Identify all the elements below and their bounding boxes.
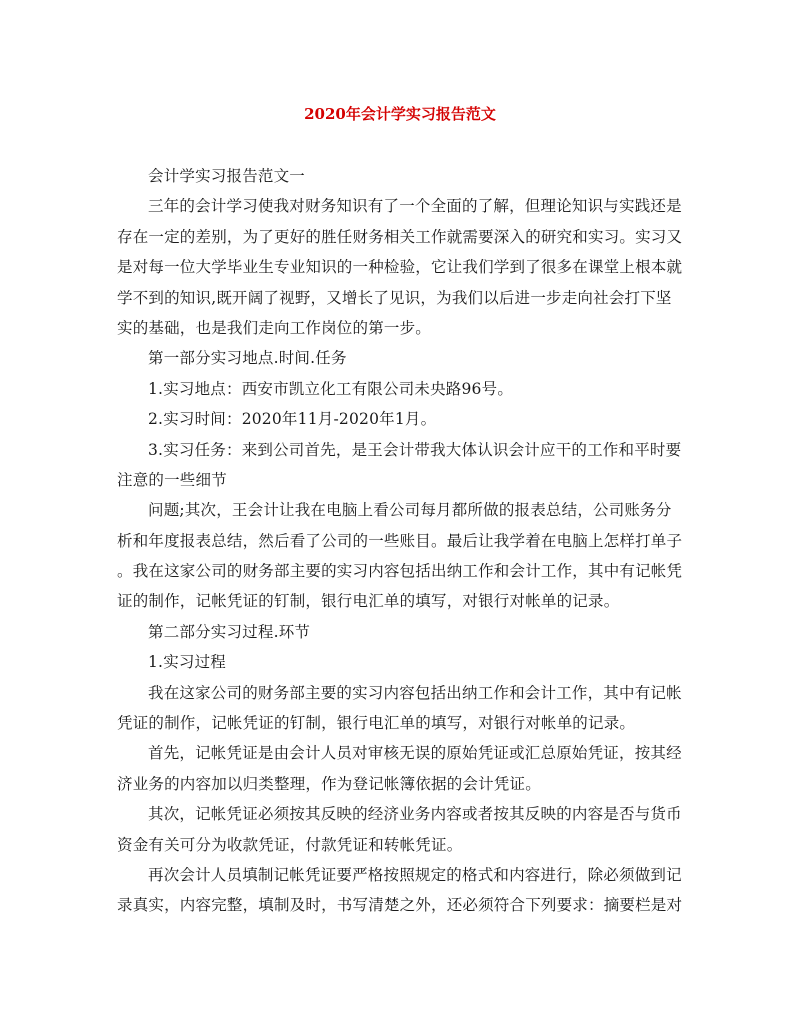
text-line: 1.实习地点：西安市凯立化工有限公司未央路96号。 (148, 379, 514, 398)
text-line: 首先，记帐凭证是由会计人员对审核无误的原始凭证或汇总原始凭证，按其经 (148, 744, 682, 763)
text-line: 。我在这家公司的财务部主要的实习内容包括出纳工作和会计工作，其中有记帐凭 (117, 562, 683, 581)
text-line: 存在一定的差别，为了更好的胜任财务相关工作就需要深入的研究和实习。实习又 (117, 227, 683, 246)
document-title: 2020年会计学实习报告范文 (304, 105, 496, 123)
section-heading: 第二部分实习过程.环节 (148, 622, 311, 641)
text-line: 是对每一位大学毕业生专业知识的一种检验，它让我们学到了很多在课堂上根本就 (117, 258, 683, 277)
text-line: 实的基础，也是我们走向工作岗位的第一步。 (117, 318, 432, 337)
text-line: 问题;其次，王会计让我在电脑上看公司每月都所做的报表总结，公司账务分 (148, 501, 672, 520)
text-line: 2.实习时间：2020年11月-2020年1月。 (148, 410, 437, 429)
text-line: 析和年度报表总结，然后看了公司的一些账目。最后让我学着在电脑上怎样打单子 (117, 531, 683, 550)
text-line: 3.实习任务：来到公司首先，是王会计带我大体认识会计应干的工作和平时要 (148, 440, 682, 459)
text-line: 三年的会计学习使我对财务知识有了一个全面的了解，但理论知识与实践还是 (148, 197, 682, 216)
text-line: 资金有关可分为收款凭证，付款凭证和转帐凭证。 (117, 835, 463, 854)
text-line: 我在这家公司的财务部主要的实习内容包括出纳工作和会计工作，其中有记帐 (148, 683, 682, 702)
text-line: 会计学实习报告范文一 (148, 167, 306, 185)
section-heading: 第一部分实习地点.时间.任务 (148, 349, 347, 368)
text-line: 其次，记帐凭证必须按其反映的经济业务内容或者按其反映的内容是否与货币 (148, 805, 682, 824)
text-line: 注意的一些细节 (117, 470, 227, 489)
text-line: 济业务的内容加以归类整理，作为登记帐簿依据的会计凭证。 (117, 774, 541, 793)
text-line: 再次会计人员填制记帐凭证要严格按照规定的格式和内容进行，除必须做到记 (148, 865, 682, 884)
text-line: 1.实习过程 (148, 653, 226, 672)
document-body (117, 161, 685, 921)
text-line: 证的制作，记帐凭证的钉制，银行电汇单的填写，对银行对帐单的记录。 (117, 592, 620, 611)
text-line: 凭证的制作，记帐凭证的钉制，银行电汇单的填写，对银行对帐单的记录。 (117, 714, 636, 733)
text-line: 学不到的知识,既开阔了视野，又增长了见识，为我们以后进一步走向社会打下坚 (117, 288, 672, 307)
text-line: 录真实，内容完整，填制及时，书写清楚之外，还必须符合下列要求：摘要栏是对 (117, 896, 683, 915)
